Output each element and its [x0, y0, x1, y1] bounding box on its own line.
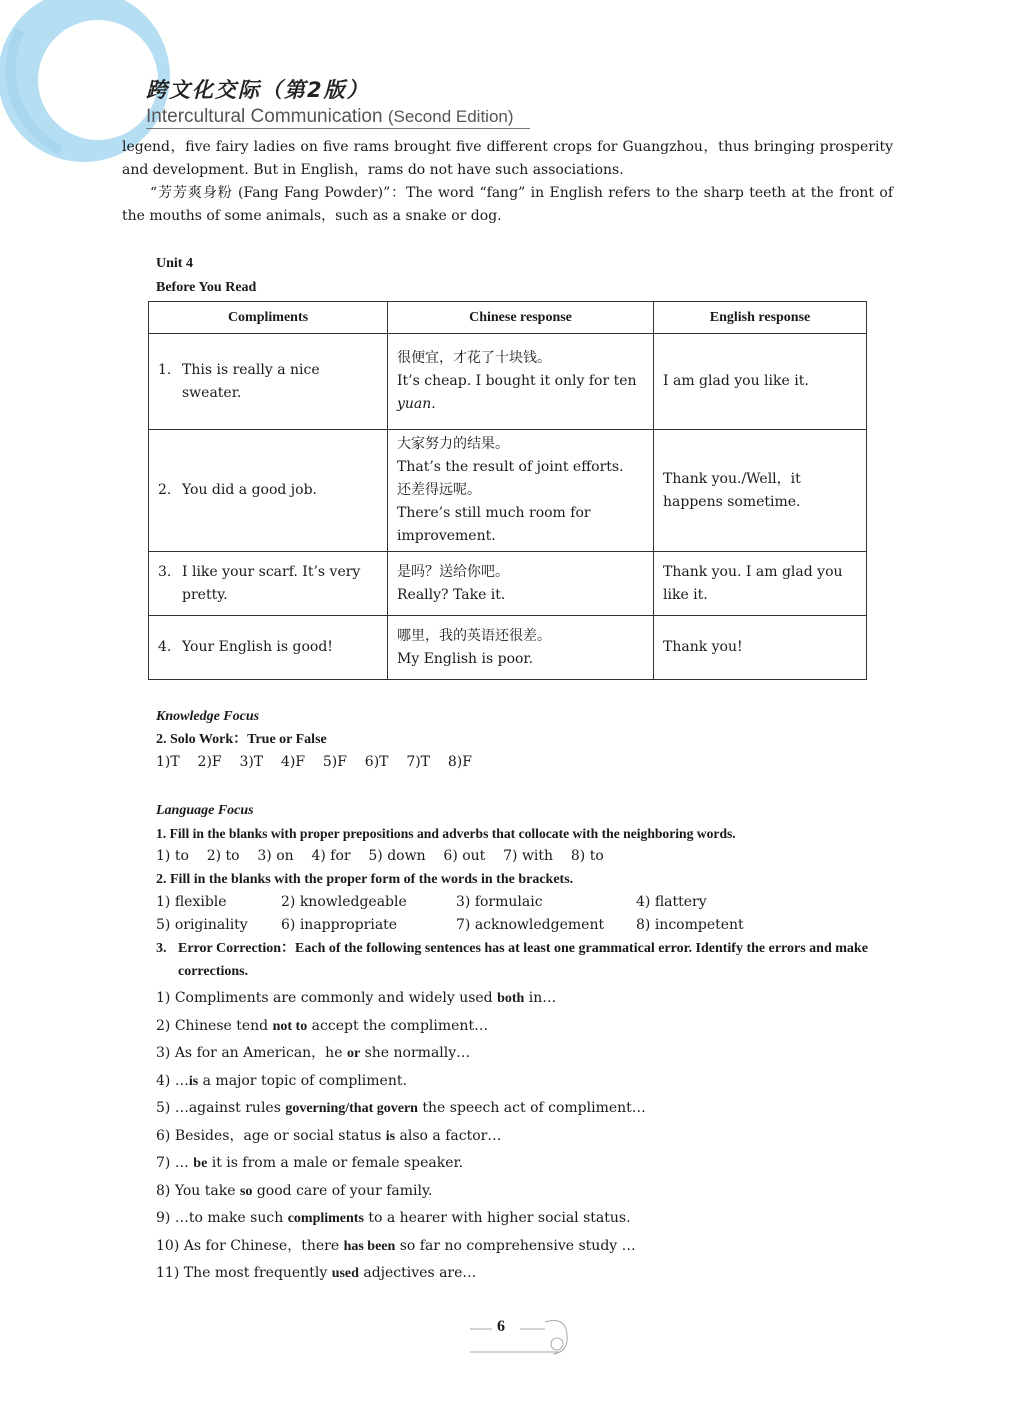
- table-row: [149, 616, 867, 680]
- intro-paragraph-1: legend，five fairy ladies on five rams brought five different crops for Guangzhou，thus bringing prosperity and development. But in English，rams do not have such associations.: [122, 139, 893, 178]
- table-header: Chinese response: [388, 302, 654, 334]
- english-response-cell: Thank you. I am glad you like it.: [654, 552, 867, 616]
- answer: 2)F: [197, 754, 222, 770]
- list-item: [156, 1123, 896, 1151]
- unit-heading: [156, 252, 896, 300]
- item-answer: be: [193, 1156, 208, 1171]
- answer: 6) inappropriate: [281, 917, 398, 933]
- compliment-cell: [149, 334, 388, 430]
- answer: 1) flexible: [156, 894, 227, 910]
- answer: 8)F: [447, 754, 472, 770]
- unit-title: Unit 4: [156, 256, 193, 271]
- item-answer: compliments: [287, 1211, 364, 1226]
- compliment-text: Your English is good!: [182, 639, 333, 655]
- item-answer: is: [385, 1128, 396, 1144]
- answer: 3)T: [239, 754, 264, 770]
- item-text: she normally…: [360, 1045, 471, 1061]
- chinese-response-line: 哪里，我的英语还很差。: [397, 627, 551, 644]
- translation-italic: yuan: [397, 396, 432, 412]
- item-text: 4) …: [156, 1072, 189, 1089]
- unit-subtitle: Before You Read: [156, 280, 257, 295]
- answer: 2) knowledgeable: [281, 894, 407, 910]
- item-answer: both: [497, 991, 525, 1006]
- compliment-cell: [149, 430, 388, 552]
- item-answer: used: [331, 1266, 359, 1281]
- list-item: [156, 1013, 896, 1041]
- chinese-response-translation: [397, 370, 644, 416]
- answer: 7) with: [503, 848, 554, 864]
- section-title: Language Focus: [156, 803, 254, 818]
- book-title-english: [146, 106, 530, 129]
- item-text: accept the compliment…: [307, 1017, 489, 1034]
- section-title: Knowledge Focus: [156, 709, 260, 724]
- answer: 8) incompetent: [636, 917, 744, 933]
- answer: 7)T: [406, 754, 431, 770]
- chinese-response-translation: There’s still much room for improvement.: [397, 505, 591, 544]
- table-row: [149, 334, 867, 430]
- list-item: [156, 1260, 896, 1288]
- item-text: in…: [524, 990, 557, 1006]
- item-text: 5) …against rules: [156, 1100, 286, 1116]
- intro-text: [122, 136, 893, 228]
- item-answer: has been: [343, 1238, 396, 1254]
- table-row: [149, 430, 867, 552]
- compliment-cell: [149, 616, 388, 680]
- answer: 1)T: [156, 754, 180, 770]
- chinese-response-cell: [388, 552, 654, 616]
- item-text: 11) The most frequently: [156, 1265, 332, 1281]
- item-text: to a hearer with higher social status.: [363, 1210, 631, 1226]
- book-title-chinese: 跨文化交际（第2版）: [146, 78, 370, 102]
- question-title: 2. Solo Work：True or False: [156, 732, 327, 747]
- item-text: so far no comprehensive study …: [395, 1237, 636, 1254]
- question-title: 1. Fill in the blanks with proper prepositions and adverbs that collocate with the neighboring words.: [156, 826, 736, 841]
- translation-text: It’s cheap. I bought it only for ten: [397, 373, 637, 389]
- answer: 3) on: [257, 848, 294, 864]
- answer: 1) to: [156, 848, 189, 864]
- list-item: [156, 1205, 896, 1233]
- chinese-response-line: 很便宜，才花了十块钱。: [397, 350, 551, 366]
- answer: 5) originality: [156, 917, 248, 933]
- compliment-cell: [149, 552, 388, 616]
- chinese-response-translation: My English is poor.: [397, 650, 534, 667]
- row-number: 1.: [158, 361, 172, 378]
- chinese-response-translation: That’s the result of joint efforts.: [397, 459, 624, 475]
- item-text: 6) Besides，age or social status: [156, 1127, 386, 1144]
- item-text: 2) Chinese tend: [156, 1017, 273, 1034]
- knowledge-focus-section: [156, 705, 896, 774]
- list-item: [156, 1178, 896, 1206]
- english-response-cell: Thank you./Well，it happens sometime.: [654, 430, 867, 552]
- item-answer: governing/that govern: [285, 1101, 418, 1116]
- answer: 6)T: [364, 754, 389, 770]
- list-item: [156, 1040, 896, 1068]
- item-answer: or: [346, 1046, 361, 1061]
- chinese-response-line: 是吗？送给你吧。: [397, 563, 509, 580]
- item-text: 10) As for Chinese，there: [156, 1237, 344, 1254]
- table-row: [149, 552, 867, 616]
- compliment-text: I like your scarf. It’s very pretty.: [182, 563, 361, 603]
- compliment-response-table: [148, 301, 867, 680]
- item-text: also a factor…: [395, 1127, 502, 1144]
- translation-end: .: [431, 396, 436, 412]
- english-response-cell: I am glad you like it.: [654, 334, 867, 430]
- list-item: [156, 1233, 896, 1261]
- answer: 3) formulaic: [456, 894, 543, 910]
- language-focus-section: [156, 799, 896, 1288]
- row-number: 2.: [158, 482, 172, 498]
- answer: 4) flattery: [636, 894, 707, 910]
- row-number: 3.: [158, 563, 172, 580]
- table-header: Compliments: [149, 302, 388, 334]
- item-answer: so: [239, 1183, 253, 1199]
- question-number: 3.: [156, 941, 167, 956]
- item-text: a major topic of compliment.: [198, 1072, 407, 1089]
- table-header-row: [149, 302, 867, 334]
- english-response-cell: Thank you!: [654, 616, 867, 680]
- answer: 4)F: [280, 754, 306, 770]
- compliment-text: This is really a nice sweater.: [182, 361, 320, 401]
- list-item: [156, 985, 896, 1013]
- page-number: 6: [497, 1318, 505, 1335]
- answer: 2) to: [206, 848, 240, 864]
- list-item: [156, 1095, 896, 1123]
- item-answer: is: [188, 1073, 199, 1089]
- item-text: 1) Compliments are commonly and widely used: [156, 990, 498, 1006]
- item-text: 7) …: [156, 1155, 194, 1171]
- answer: 4) for: [311, 848, 351, 864]
- chinese-response-translation: Really? Take it.: [397, 586, 506, 603]
- item-text: 3) As for an American，he: [156, 1045, 347, 1061]
- row-number: 4.: [158, 639, 172, 655]
- book-title-english-main: Intercultural Communication: [146, 106, 383, 127]
- item-answer: not to: [272, 1018, 308, 1034]
- chinese-response-line: 还差得远呢。: [397, 482, 481, 498]
- footer-scroll-decoration: [470, 1321, 567, 1355]
- answer: 6) out: [443, 848, 486, 864]
- list-item: [156, 1150, 896, 1178]
- question-title: [156, 937, 896, 983]
- answer: 5) down: [368, 848, 426, 864]
- item-text: the speech act of compliment…: [417, 1100, 646, 1116]
- answer-row: [156, 845, 896, 868]
- answer: 5)F: [322, 754, 347, 770]
- item-text: it is from a male or female speaker.: [207, 1155, 464, 1171]
- item-text: good care of your family.: [252, 1182, 433, 1199]
- item-text: 8) You take: [156, 1182, 240, 1199]
- chinese-response-cell: [388, 334, 654, 430]
- item-text: adjectives are…: [358, 1265, 477, 1281]
- answer: 7) acknowledgement: [456, 917, 605, 933]
- intro-paragraph-2: “芳芳爽身粉 (Fang Fang Powder)”：The word “fang” in English refers to the sharp teeth at the front of the mouths of some animals，such as a snake or dog.: [122, 185, 893, 224]
- decor-circle-inner: [38, 20, 158, 140]
- answer-row: [156, 751, 896, 774]
- chinese-response-cell: [388, 430, 654, 552]
- question-text: Error Correction：Each of the following sentences has at least one grammatical error. Identify the errors and make corrections.: [178, 941, 868, 979]
- list-item: [156, 1068, 896, 1096]
- answer: 8) to: [570, 848, 604, 864]
- answer-grid: [156, 891, 896, 937]
- chinese-response-cell: [388, 616, 654, 680]
- table-header: English response: [654, 302, 867, 334]
- item-text: 9) …to make such: [156, 1210, 288, 1226]
- compliment-text: You did a good job.: [182, 482, 317, 498]
- error-correction-list: [156, 985, 896, 1288]
- question-title: 2. Fill in the blanks with the proper form of the words in the brackets.: [156, 872, 574, 887]
- chinese-response-line: 大家努力的结果。: [397, 436, 509, 452]
- book-edition: (Second Edition): [387, 107, 514, 126]
